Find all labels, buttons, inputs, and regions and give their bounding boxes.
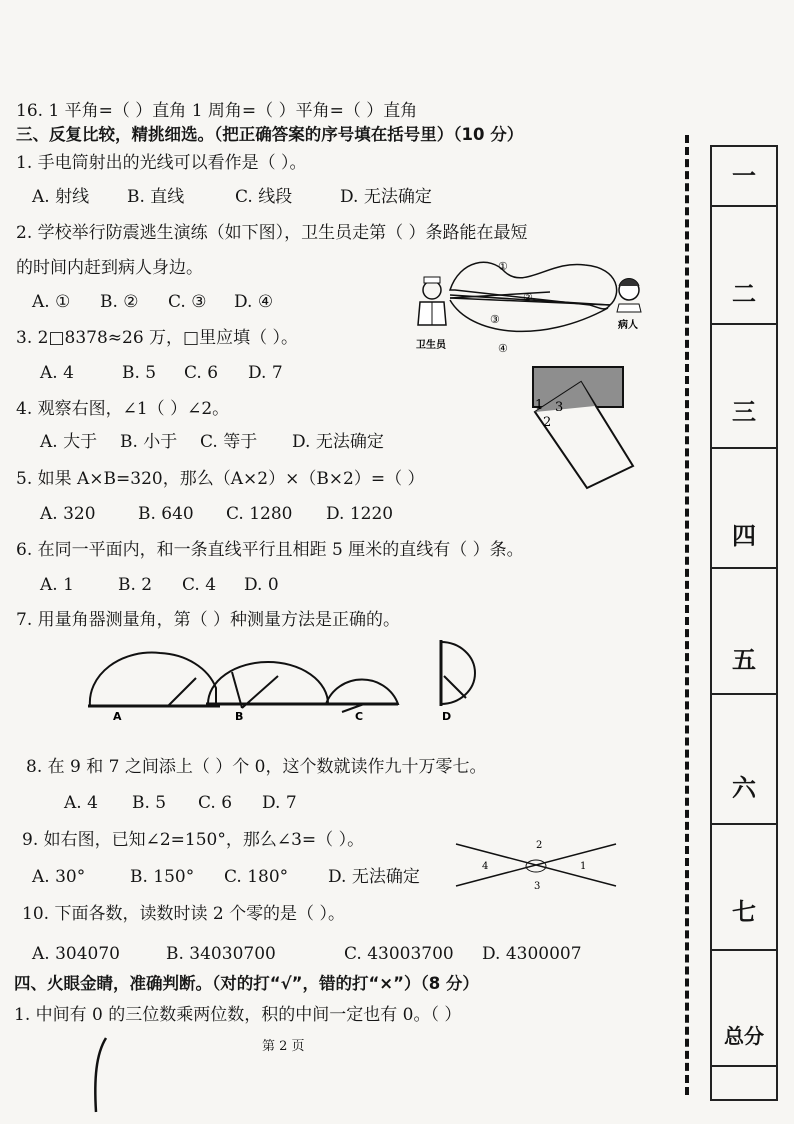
score-cell-3-box[interactable]: [712, 447, 776, 507]
q8-option-d[interactable]: D. 7: [262, 793, 297, 813]
q2-stem: 2. 学校举行防震逃生演练（如下图），卫生员走第（ ）条路能在最短: [16, 223, 528, 243]
doctor-label: 卫生员: [416, 340, 446, 351]
protractor-d[interactable]: [441, 640, 475, 706]
q5-option-d[interactable]: D. 1220: [326, 504, 394, 524]
q5-options: [40, 503, 393, 525]
score-cell-6: 六: [732, 774, 756, 802]
score-cell-4-box[interactable]: [712, 567, 776, 627]
q2-option-c[interactable]: C. ③: [168, 292, 207, 312]
q9-stem: 9. 如右图，已知∠2=150°，那么∠3=（ ）。: [22, 830, 365, 850]
q6-option-a[interactable]: A. 1: [40, 575, 74, 595]
q1-options: [32, 186, 432, 208]
section-3-heading: 三、反复比较，精挑细选。（把正确答案的序号填在括号里）（10 分）: [16, 125, 524, 144]
q1-stem: 1. 手电筒射出的光线可以看作是（ ）。: [16, 153, 307, 173]
q3-options: [40, 362, 283, 384]
q2-option-b[interactable]: B. ②: [100, 292, 139, 312]
score-cell-2: 二: [732, 280, 756, 308]
q8-option-b[interactable]: B. 5: [132, 793, 167, 813]
question-16: 16. 1 平角=（ ）直角 1 周角=（ ）平角=（ ）直角: [16, 101, 418, 121]
q4-option-a[interactable]: A. 大于: [40, 432, 98, 452]
section-4-heading: 四、火眼金睛，准确判断。（对的打“√”，错的打“×”）（8 分）: [14, 974, 479, 993]
q9-options: [32, 866, 420, 888]
q2-option-a[interactable]: A. ①: [32, 292, 71, 312]
q2-option-d[interactable]: D. ④: [234, 292, 274, 312]
protractor-label-c: C: [355, 710, 364, 723]
q5-stem: 5. 如果 A×B=320，那么（A×2）×（B×2）=（ ）: [16, 469, 425, 489]
q5-option-c[interactable]: C. 1280: [226, 504, 293, 524]
score-cell-total: 总分: [724, 1024, 764, 1048]
score-cell-6-box[interactable]: [712, 823, 776, 883]
q9-option-a[interactable]: A. 30°: [32, 867, 86, 887]
protractor-figures: [80, 636, 480, 726]
score-cell-5-box[interactable]: [712, 693, 776, 753]
q3-stem: 3. 2□8378≈26 万，□里应填（ ）。: [16, 328, 299, 348]
angle-2-label: 2: [543, 415, 552, 430]
q9-option-c[interactable]: C. 180°: [224, 867, 289, 887]
q10-option-a[interactable]: A. 304070: [32, 944, 120, 964]
score-table: [710, 145, 778, 1101]
score-cell-4: 四: [732, 522, 756, 550]
q6-options: [40, 574, 279, 596]
angle-3-label: 3: [555, 400, 564, 415]
score-cell-7-box[interactable]: [712, 949, 776, 1009]
q9-option-d[interactable]: D. 无法确定: [328, 867, 420, 887]
q6-option-b[interactable]: B. 2: [118, 575, 153, 595]
q3-option-c[interactable]: C. 6: [184, 363, 219, 383]
q6-stem: 6. 在同一平面内，和一条直线平行且相距 5 厘米的直线有（ ）条。: [16, 540, 524, 560]
q1-option-c[interactable]: C. 线段: [235, 187, 293, 207]
q8-stem: 8. 在 9 和 7 之间添上（ ）个 0，这个数就读作九十万零七。: [26, 757, 487, 777]
score-cell-total-box[interactable]: [712, 1065, 776, 1097]
score-cell-2-box[interactable]: [712, 323, 776, 383]
q3-option-a[interactable]: A. 4: [40, 363, 74, 383]
cut-line-dashed: [685, 135, 689, 1095]
q5-option-a[interactable]: A. 320: [40, 504, 96, 524]
pen-mark: [84, 1034, 114, 1114]
angle-1-label: 1: [535, 398, 544, 413]
q10-stem: 10. 下面各数，读数时读 2 个零的是（ ）。: [22, 904, 345, 924]
cross-label-4: 4: [482, 861, 489, 872]
q6-option-d[interactable]: D. 0: [244, 575, 279, 595]
route-3-label: ③: [490, 313, 500, 326]
q4-stem: 4. 观察右图，∠1（ ）∠2。: [16, 399, 230, 419]
q2-stem-cont: 的时间内赶到病人身边。: [16, 258, 203, 278]
crossing-lines-figure: [452, 836, 622, 894]
cross-label-2: 2: [536, 840, 543, 851]
q4-options: [40, 431, 384, 453]
page-number: 第 2 页: [262, 1039, 305, 1054]
judge-1: 1. 中间有 0 的三位数乘两位数，积的中间一定也有 0。（ ）: [14, 1005, 462, 1025]
q8-option-c[interactable]: C. 6: [198, 793, 233, 813]
route-diagram: [410, 250, 660, 360]
q7-stem: 7. 用量角器测量角，第（ ）种测量方法是正确的。: [16, 610, 401, 630]
q8-option-a[interactable]: A. 4: [64, 793, 98, 813]
route-1-label: ①: [498, 260, 508, 273]
protractor-c[interactable]: [326, 667, 405, 712]
q1-option-a[interactable]: A. 射线: [32, 187, 90, 207]
q2-options: [32, 291, 273, 313]
q6-option-c[interactable]: C. 4: [182, 575, 217, 595]
q4-option-d[interactable]: D. 无法确定: [292, 432, 384, 452]
patient-label: 病人: [618, 320, 638, 331]
score-cell-7: 七: [732, 898, 756, 926]
q1-option-d[interactable]: D. 无法确定: [340, 187, 432, 207]
q9-option-b[interactable]: B. 150°: [130, 867, 195, 887]
cross-label-1: 1: [580, 861, 587, 872]
score-cell-3: 三: [732, 398, 756, 426]
protractor-label-a: A: [113, 710, 122, 723]
q4-option-c[interactable]: C. 等于: [200, 432, 258, 452]
score-cell-1: 一: [732, 162, 756, 190]
route-4-label: ④: [498, 342, 508, 355]
q4-option-b[interactable]: B. 小于: [120, 432, 178, 452]
cross-label-3: 3: [534, 881, 541, 892]
score-cell-5: 五: [732, 646, 756, 674]
q3-option-b[interactable]: B. 5: [122, 363, 157, 383]
q5-option-b[interactable]: B. 640: [138, 504, 194, 524]
doctor-icon: [418, 277, 446, 325]
q10-option-b[interactable]: B. 34030700: [166, 944, 276, 964]
protractor-b[interactable]: [206, 662, 330, 708]
angle-rectangles-figure: [525, 364, 655, 494]
patient-icon: [617, 279, 641, 313]
q10-option-d[interactable]: D. 4300007: [482, 944, 582, 964]
route-2-label: ②: [523, 291, 533, 304]
q1-option-b[interactable]: B. 直线: [127, 187, 185, 207]
protractor-label-b: B: [235, 710, 244, 723]
q10-option-c[interactable]: C. 43003700: [344, 944, 454, 964]
q3-option-d[interactable]: D. 7: [248, 363, 283, 383]
protractor-label-d: D: [442, 710, 452, 723]
q8-options: [64, 792, 297, 814]
q10-options: [32, 943, 582, 965]
